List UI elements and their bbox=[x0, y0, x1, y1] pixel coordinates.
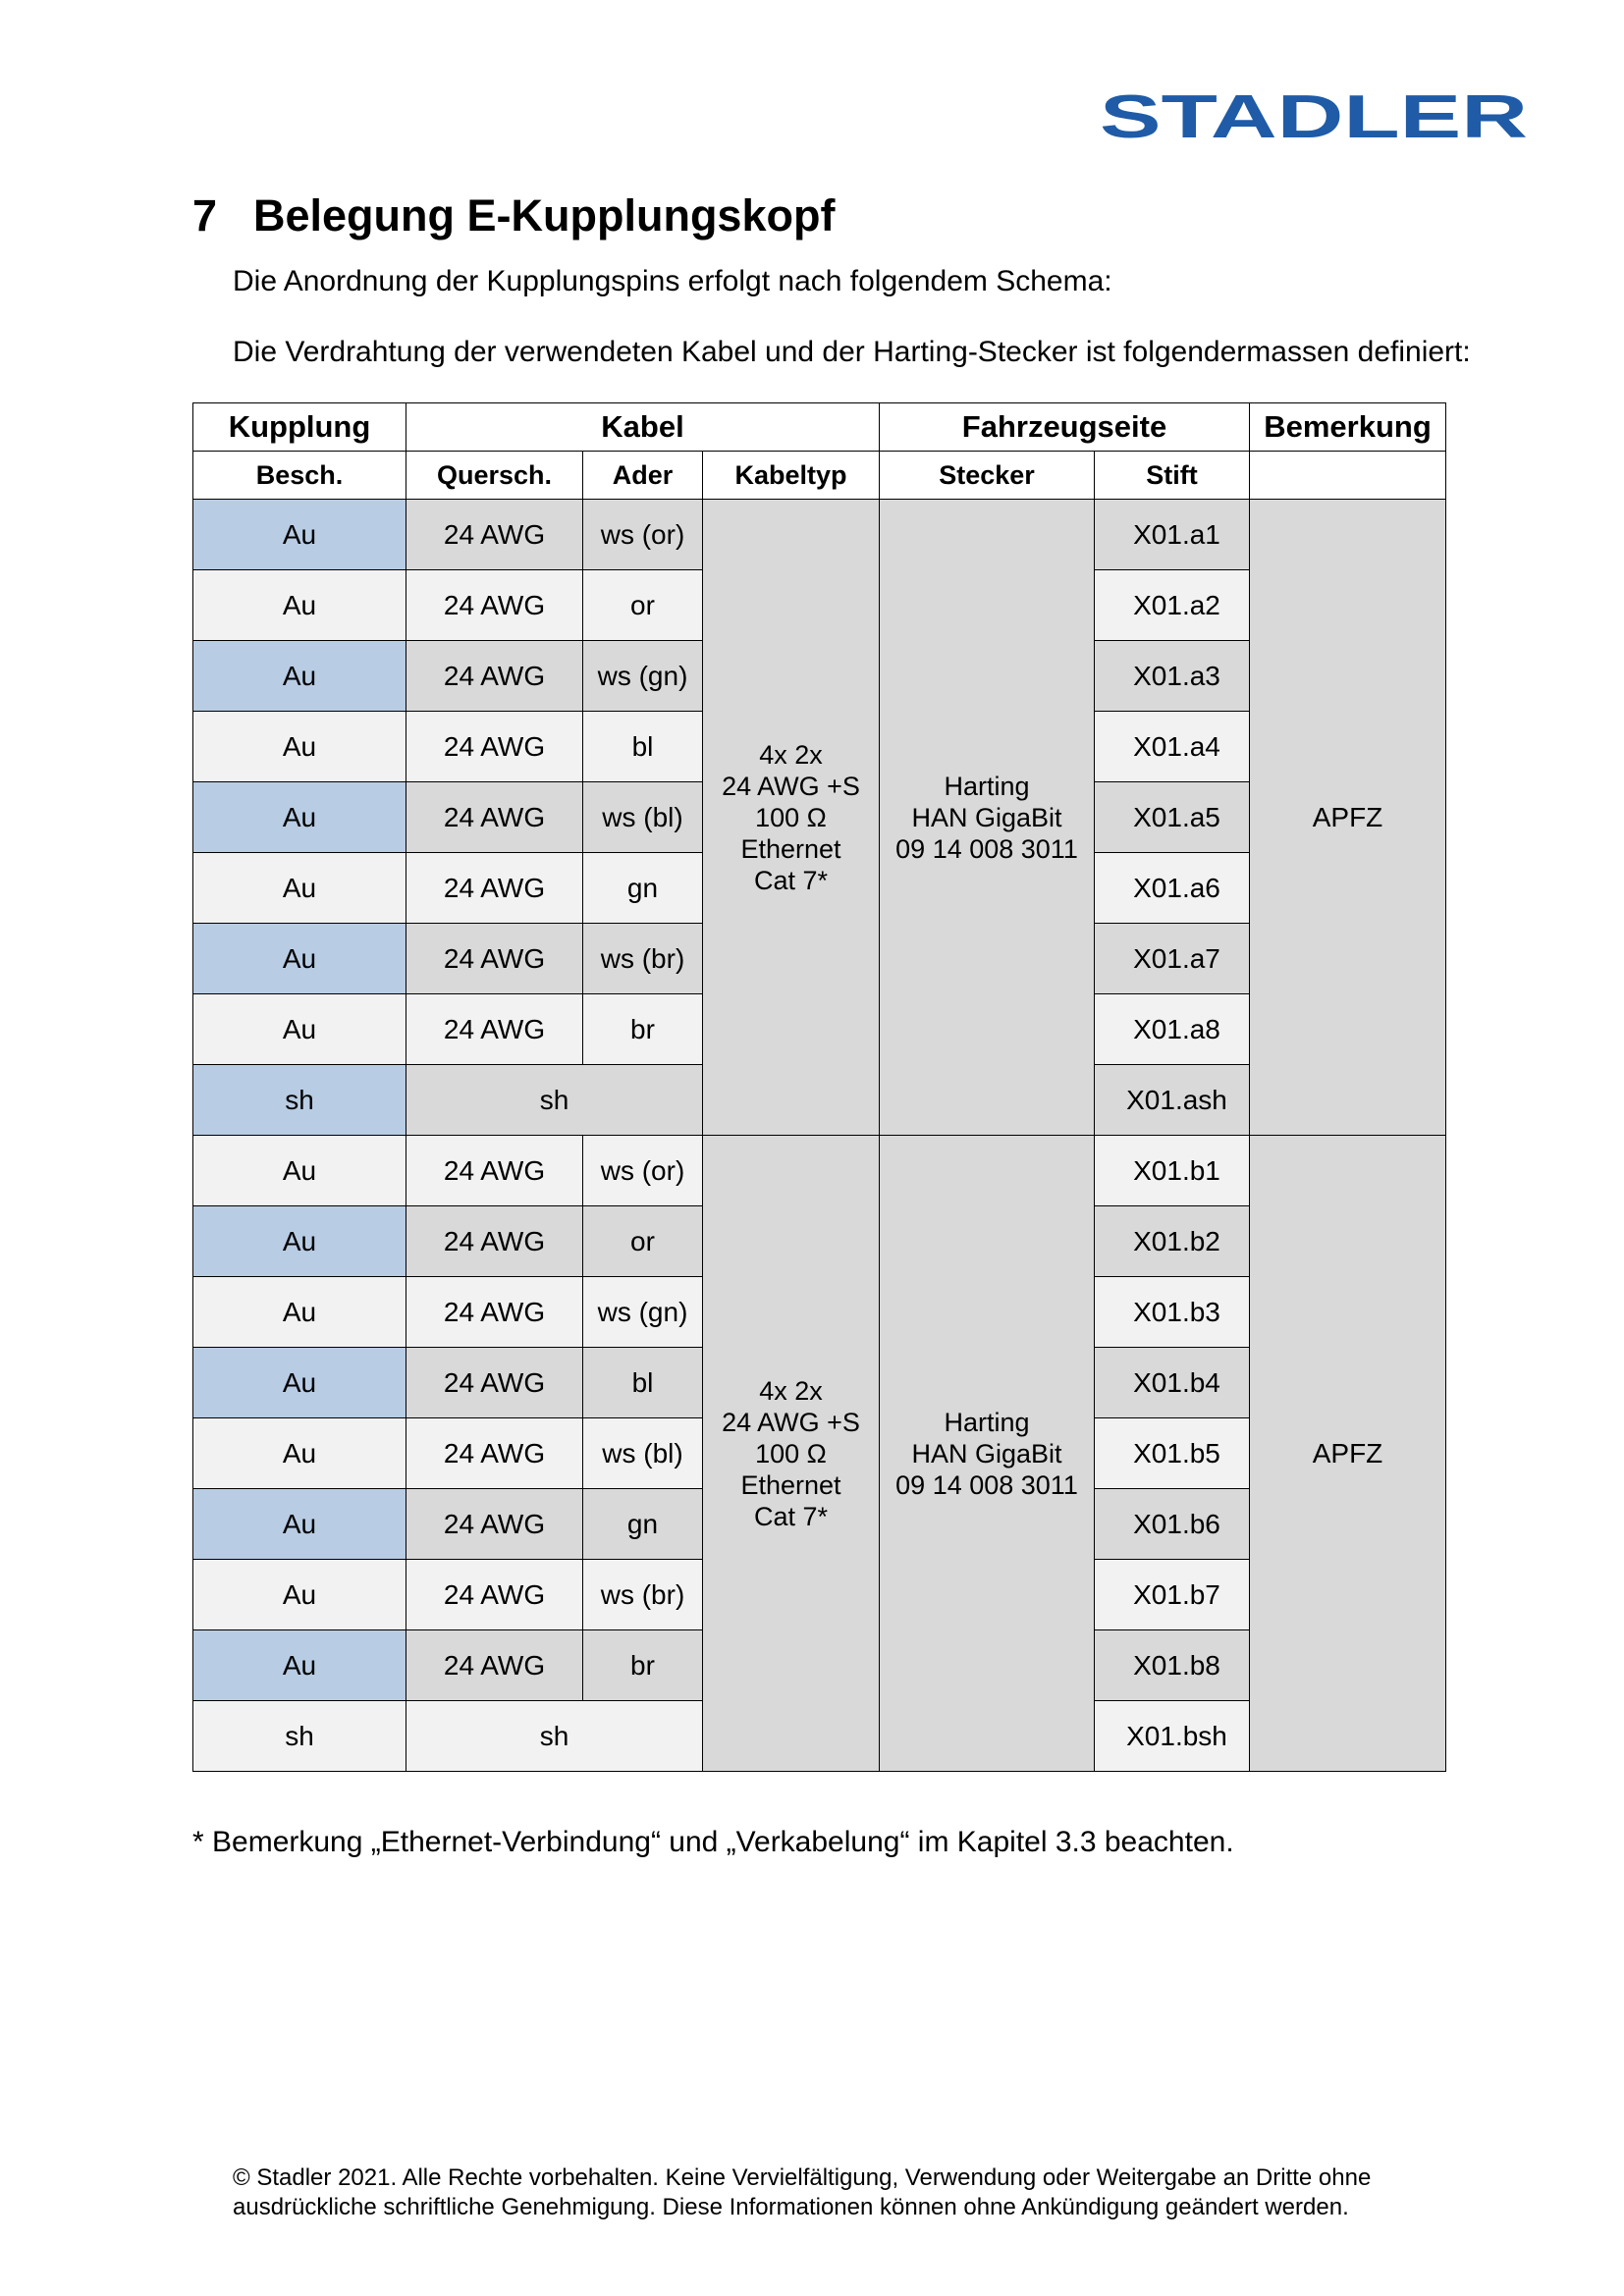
stift-cell: X01.bsh bbox=[1095, 1701, 1250, 1772]
quersch-cell: 24 AWG bbox=[406, 1489, 583, 1560]
pin-assignment-table bbox=[192, 402, 1446, 1772]
wiring-paragraph: Die Verdrahtung der verwendeten Kabel und der Harting-Stecker ist folgendermassen definiert: bbox=[233, 336, 1471, 368]
stift-cell: X01.b2 bbox=[1095, 1206, 1250, 1277]
besch-cell: Au bbox=[193, 1560, 406, 1630]
header-stift: Stift bbox=[1095, 452, 1250, 500]
stift-cell: X01.a6 bbox=[1095, 853, 1250, 924]
besch-cell: Au bbox=[193, 641, 406, 712]
quersch-cell: 24 AWG bbox=[406, 1630, 583, 1701]
bemerkung-cell: APFZ bbox=[1250, 1136, 1446, 1772]
stecker-cell bbox=[880, 1136, 1095, 1772]
kabeltyp-line: 24 AWG +S bbox=[722, 771, 860, 801]
stift-cell: X01.b7 bbox=[1095, 1560, 1250, 1630]
ader-cell: ws (gn) bbox=[583, 641, 703, 712]
header-stecker: Stecker bbox=[880, 452, 1095, 500]
quersch-cell: 24 AWG bbox=[406, 853, 583, 924]
stift-cell: X01.a5 bbox=[1095, 782, 1250, 853]
stecker-line: HAN GigaBit bbox=[911, 802, 1062, 832]
besch-cell: Au bbox=[193, 1630, 406, 1701]
besch-cell: Au bbox=[193, 1136, 406, 1206]
quersch-cell: 24 AWG bbox=[406, 712, 583, 782]
quersch-cell: 24 AWG bbox=[406, 1277, 583, 1348]
group-header-row bbox=[193, 403, 1446, 452]
besch-cell: sh bbox=[193, 1701, 406, 1772]
stift-cell: X01.a7 bbox=[1095, 924, 1250, 994]
besch-cell: Au bbox=[193, 1418, 406, 1489]
logo-text: STADLER bbox=[1100, 88, 1528, 147]
besch-cell: Au bbox=[193, 1277, 406, 1348]
quersch-cell: 24 AWG bbox=[406, 1418, 583, 1489]
besch-cell: sh bbox=[193, 1065, 406, 1136]
kabeltyp-cell bbox=[703, 500, 880, 1136]
stift-cell: X01.b1 bbox=[1095, 1136, 1250, 1206]
header-kupplung: Kupplung bbox=[193, 403, 406, 452]
footnote: * Bemerkung „Ethernet-Verbindung“ und „Verkabelung“ im Kapitel 3.3 beachten. bbox=[192, 1826, 1234, 1858]
besch-cell: Au bbox=[193, 570, 406, 641]
ader-cell: gn bbox=[583, 1489, 703, 1560]
stadler-logo bbox=[1098, 88, 1530, 147]
stift-cell: X01.b4 bbox=[1095, 1348, 1250, 1418]
quersch-cell: 24 AWG bbox=[406, 1206, 583, 1277]
kabeltyp-line: Cat 7* bbox=[753, 865, 829, 895]
stecker-line: Harting bbox=[944, 771, 1030, 801]
ader-cell: ws (or) bbox=[583, 1136, 703, 1206]
besch-cell: Au bbox=[193, 1348, 406, 1418]
ader-cell: br bbox=[583, 994, 703, 1065]
section-title: Belegung E-Kupplungskopf bbox=[253, 190, 836, 240]
header-fahrzeugseite: Fahrzeugseite bbox=[880, 403, 1250, 452]
besch-cell: Au bbox=[193, 1206, 406, 1277]
shield-cell: sh bbox=[406, 1701, 703, 1772]
besch-cell: Au bbox=[193, 994, 406, 1065]
kabeltyp-line: Cat 7* bbox=[753, 1501, 829, 1531]
ader-cell: or bbox=[583, 1206, 703, 1277]
shield-cell: sh bbox=[406, 1065, 703, 1136]
ader-cell: gn bbox=[583, 853, 703, 924]
ader-cell: bl bbox=[583, 1348, 703, 1418]
header-kabel: Kabel bbox=[406, 403, 880, 452]
stift-cell: X01.ash bbox=[1095, 1065, 1250, 1136]
copyright-line: © Stadler 2021. Alle Rechte vorbehalten. Keine Vervielfältigung, Verwendung oder Weitergabe an Dritte ohne bbox=[233, 2164, 1372, 2191]
section-number: 7 bbox=[192, 190, 218, 240]
stecker-cell bbox=[880, 500, 1095, 1136]
ader-cell: ws (bl) bbox=[583, 1418, 703, 1489]
header-besch: Besch. bbox=[193, 452, 406, 500]
kabeltyp-line: Ethernet bbox=[740, 833, 841, 864]
stift-cell: X01.a1 bbox=[1095, 500, 1250, 570]
stift-cell: X01.b6 bbox=[1095, 1489, 1250, 1560]
stecker-line: 09 14 008 3011 bbox=[895, 833, 1078, 864]
header-empty bbox=[1250, 452, 1446, 500]
besch-cell: Au bbox=[193, 712, 406, 782]
ader-cell: br bbox=[583, 1630, 703, 1701]
kabeltyp-line: Ethernet bbox=[740, 1469, 841, 1500]
quersch-cell: 24 AWG bbox=[406, 924, 583, 994]
stift-cell: X01.a2 bbox=[1095, 570, 1250, 641]
table-row bbox=[193, 500, 1446, 570]
table-row bbox=[193, 1136, 1446, 1206]
kabeltyp-line: 4x 2x bbox=[759, 1375, 823, 1406]
stift-cell: X01.b5 bbox=[1095, 1418, 1250, 1489]
header-bemerkung: Bemerkung bbox=[1250, 403, 1446, 452]
quersch-cell: 24 AWG bbox=[406, 1348, 583, 1418]
intro-paragraph: Die Anordnung der Kupplungspins erfolgt nach folgendem Schema: bbox=[233, 265, 1112, 297]
stecker-line: 09 14 008 3011 bbox=[895, 1469, 1078, 1500]
kabeltyp-cell bbox=[703, 1136, 880, 1772]
ader-cell: ws (bl) bbox=[583, 782, 703, 853]
kabeltyp-line: 4x 2x bbox=[759, 739, 823, 770]
stift-cell: X01.b3 bbox=[1095, 1277, 1250, 1348]
ader-cell: or bbox=[583, 570, 703, 641]
stift-cell: X01.a4 bbox=[1095, 712, 1250, 782]
sub-header-row bbox=[193, 452, 1446, 500]
ader-cell: ws (br) bbox=[583, 1560, 703, 1630]
ader-cell: ws (br) bbox=[583, 924, 703, 994]
besch-cell: Au bbox=[193, 782, 406, 853]
section-heading bbox=[192, 190, 835, 241]
ader-cell: ws (or) bbox=[583, 500, 703, 570]
quersch-cell: 24 AWG bbox=[406, 782, 583, 853]
copyright-line: ausdrückliche schriftliche Genehmigung. Diese Informationen können ohne Ankündigung geändert werden. bbox=[233, 2194, 1349, 2220]
header-quersch: Quersch. bbox=[406, 452, 583, 500]
kabeltyp-line: 100 Ω bbox=[755, 802, 827, 832]
quersch-cell: 24 AWG bbox=[406, 500, 583, 570]
stift-cell: X01.b8 bbox=[1095, 1630, 1250, 1701]
bemerkung-cell: APFZ bbox=[1250, 500, 1446, 1136]
quersch-cell: 24 AWG bbox=[406, 570, 583, 641]
stift-cell: X01.a3 bbox=[1095, 641, 1250, 712]
quersch-cell: 24 AWG bbox=[406, 994, 583, 1065]
stecker-line: HAN GigaBit bbox=[911, 1438, 1062, 1468]
copyright-notice bbox=[233, 2163, 1371, 2222]
besch-cell: Au bbox=[193, 924, 406, 994]
quersch-cell: 24 AWG bbox=[406, 641, 583, 712]
besch-cell: Au bbox=[193, 500, 406, 570]
besch-cell: Au bbox=[193, 1489, 406, 1560]
quersch-cell: 24 AWG bbox=[406, 1136, 583, 1206]
stecker-line: Harting bbox=[944, 1407, 1030, 1437]
kabeltyp-line: 24 AWG +S bbox=[722, 1407, 860, 1437]
besch-cell: Au bbox=[193, 853, 406, 924]
header-ader: Ader bbox=[583, 452, 703, 500]
ader-cell: bl bbox=[583, 712, 703, 782]
header-kabeltyp: Kabeltyp bbox=[703, 452, 880, 500]
stift-cell: X01.a8 bbox=[1095, 994, 1250, 1065]
ader-cell: ws (gn) bbox=[583, 1277, 703, 1348]
kabeltyp-line: 100 Ω bbox=[755, 1438, 827, 1468]
quersch-cell: 24 AWG bbox=[406, 1560, 583, 1630]
